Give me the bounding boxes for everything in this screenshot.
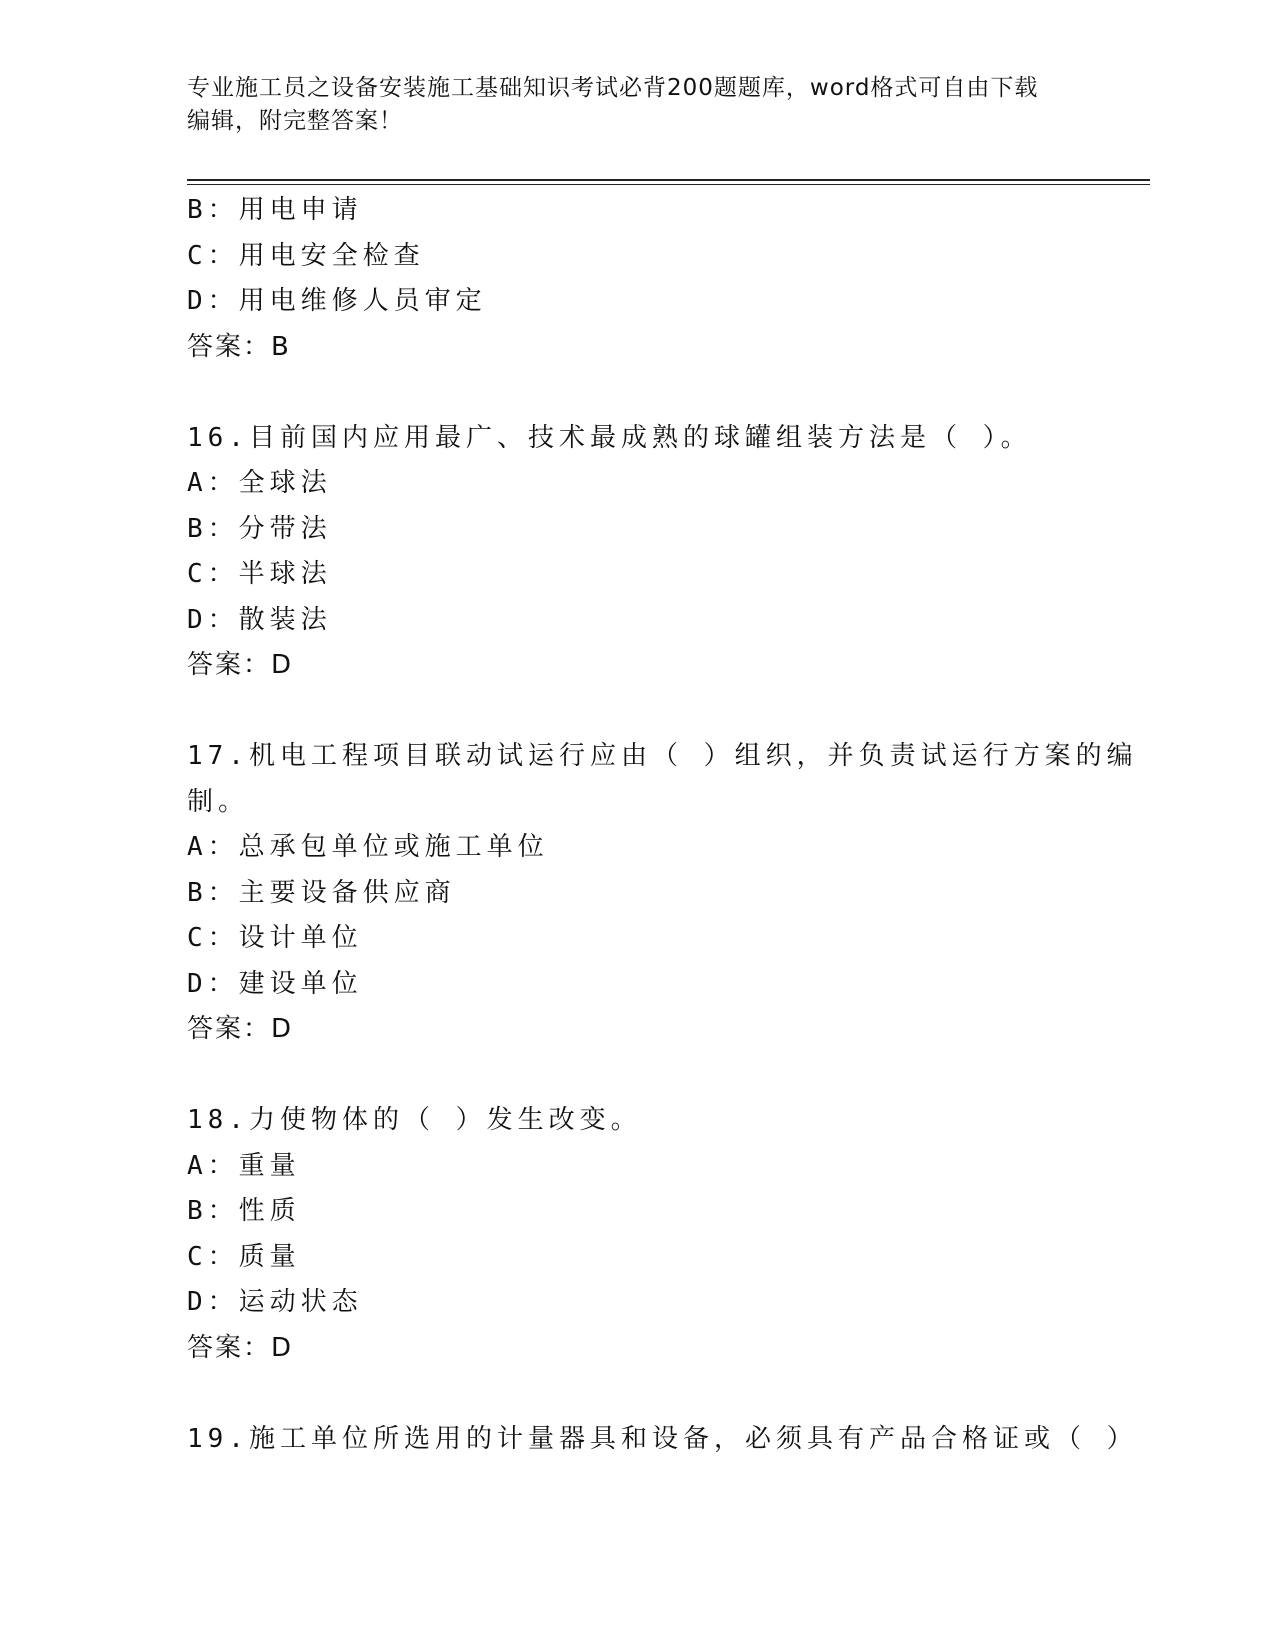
answer-line: 答案：D — [187, 1014, 294, 1044]
question-text: 18.力使物体的（ ）发生改变。 — [187, 1105, 642, 1135]
question-text-line-2: 制。 — [187, 786, 250, 817]
option-d: D：运动状态 — [187, 1287, 363, 1317]
question-block-17 — [187, 734, 1138, 1053]
question-text: 16.目前国内应用最广、技术最成熟的球罐组装方法是（ ）。 — [187, 422, 1032, 453]
question-text-line-1: 17.机电工程项目联动试运行应由（ ）组织，并负责试运行方案的编 — [187, 741, 1138, 771]
question-text: 19.施工单位所选用的计量器具和设备，必须具有产品合格证或（ ） — [187, 1423, 1138, 1454]
answer-line: 答案：B — [187, 331, 291, 362]
option-b: B：性质 — [187, 1196, 301, 1226]
question-block-16 — [187, 416, 1107, 689]
question-block-15 — [187, 188, 1107, 370]
question-block-18 — [187, 1098, 1107, 1371]
option-c: C：用电安全检查 — [187, 240, 425, 271]
option-b: B：用电申请 — [187, 195, 363, 225]
option-d: D：建设单位 — [187, 968, 363, 999]
answer-line: 答案：D — [187, 1332, 294, 1363]
spacer — [187, 370, 1107, 416]
spacer — [187, 689, 1107, 735]
option-d: D：用电维修人员审定 — [187, 286, 487, 316]
spacer — [187, 1371, 1107, 1417]
header-divider-thick — [187, 179, 1150, 181]
option-a: A：总承包单位或施工单位 — [187, 832, 549, 862]
option-d: D：散装法 — [187, 604, 332, 635]
spacer — [187, 1053, 1107, 1099]
option-c: C：半球法 — [187, 559, 332, 589]
header-line-2: 编辑，附完整答案！ — [187, 108, 403, 134]
option-c: C：设计单位 — [187, 923, 363, 953]
document-header — [187, 72, 1067, 138]
question-block-19 — [187, 1417, 1138, 1463]
option-c: C：质量 — [187, 1241, 301, 1272]
header-line-1: 专业施工员之设备安装施工基础知识考试必背200题题库，word格式可自由下载 — [187, 75, 1039, 101]
header-divider-thin — [187, 184, 1150, 185]
option-a: A：重量 — [187, 1150, 301, 1181]
option-a: A：全球法 — [187, 468, 332, 498]
option-b: B：分带法 — [187, 513, 332, 544]
answer-line: 答案：D — [187, 650, 294, 680]
question-list — [187, 188, 1138, 1462]
option-b: B：主要设备供应商 — [187, 877, 456, 908]
